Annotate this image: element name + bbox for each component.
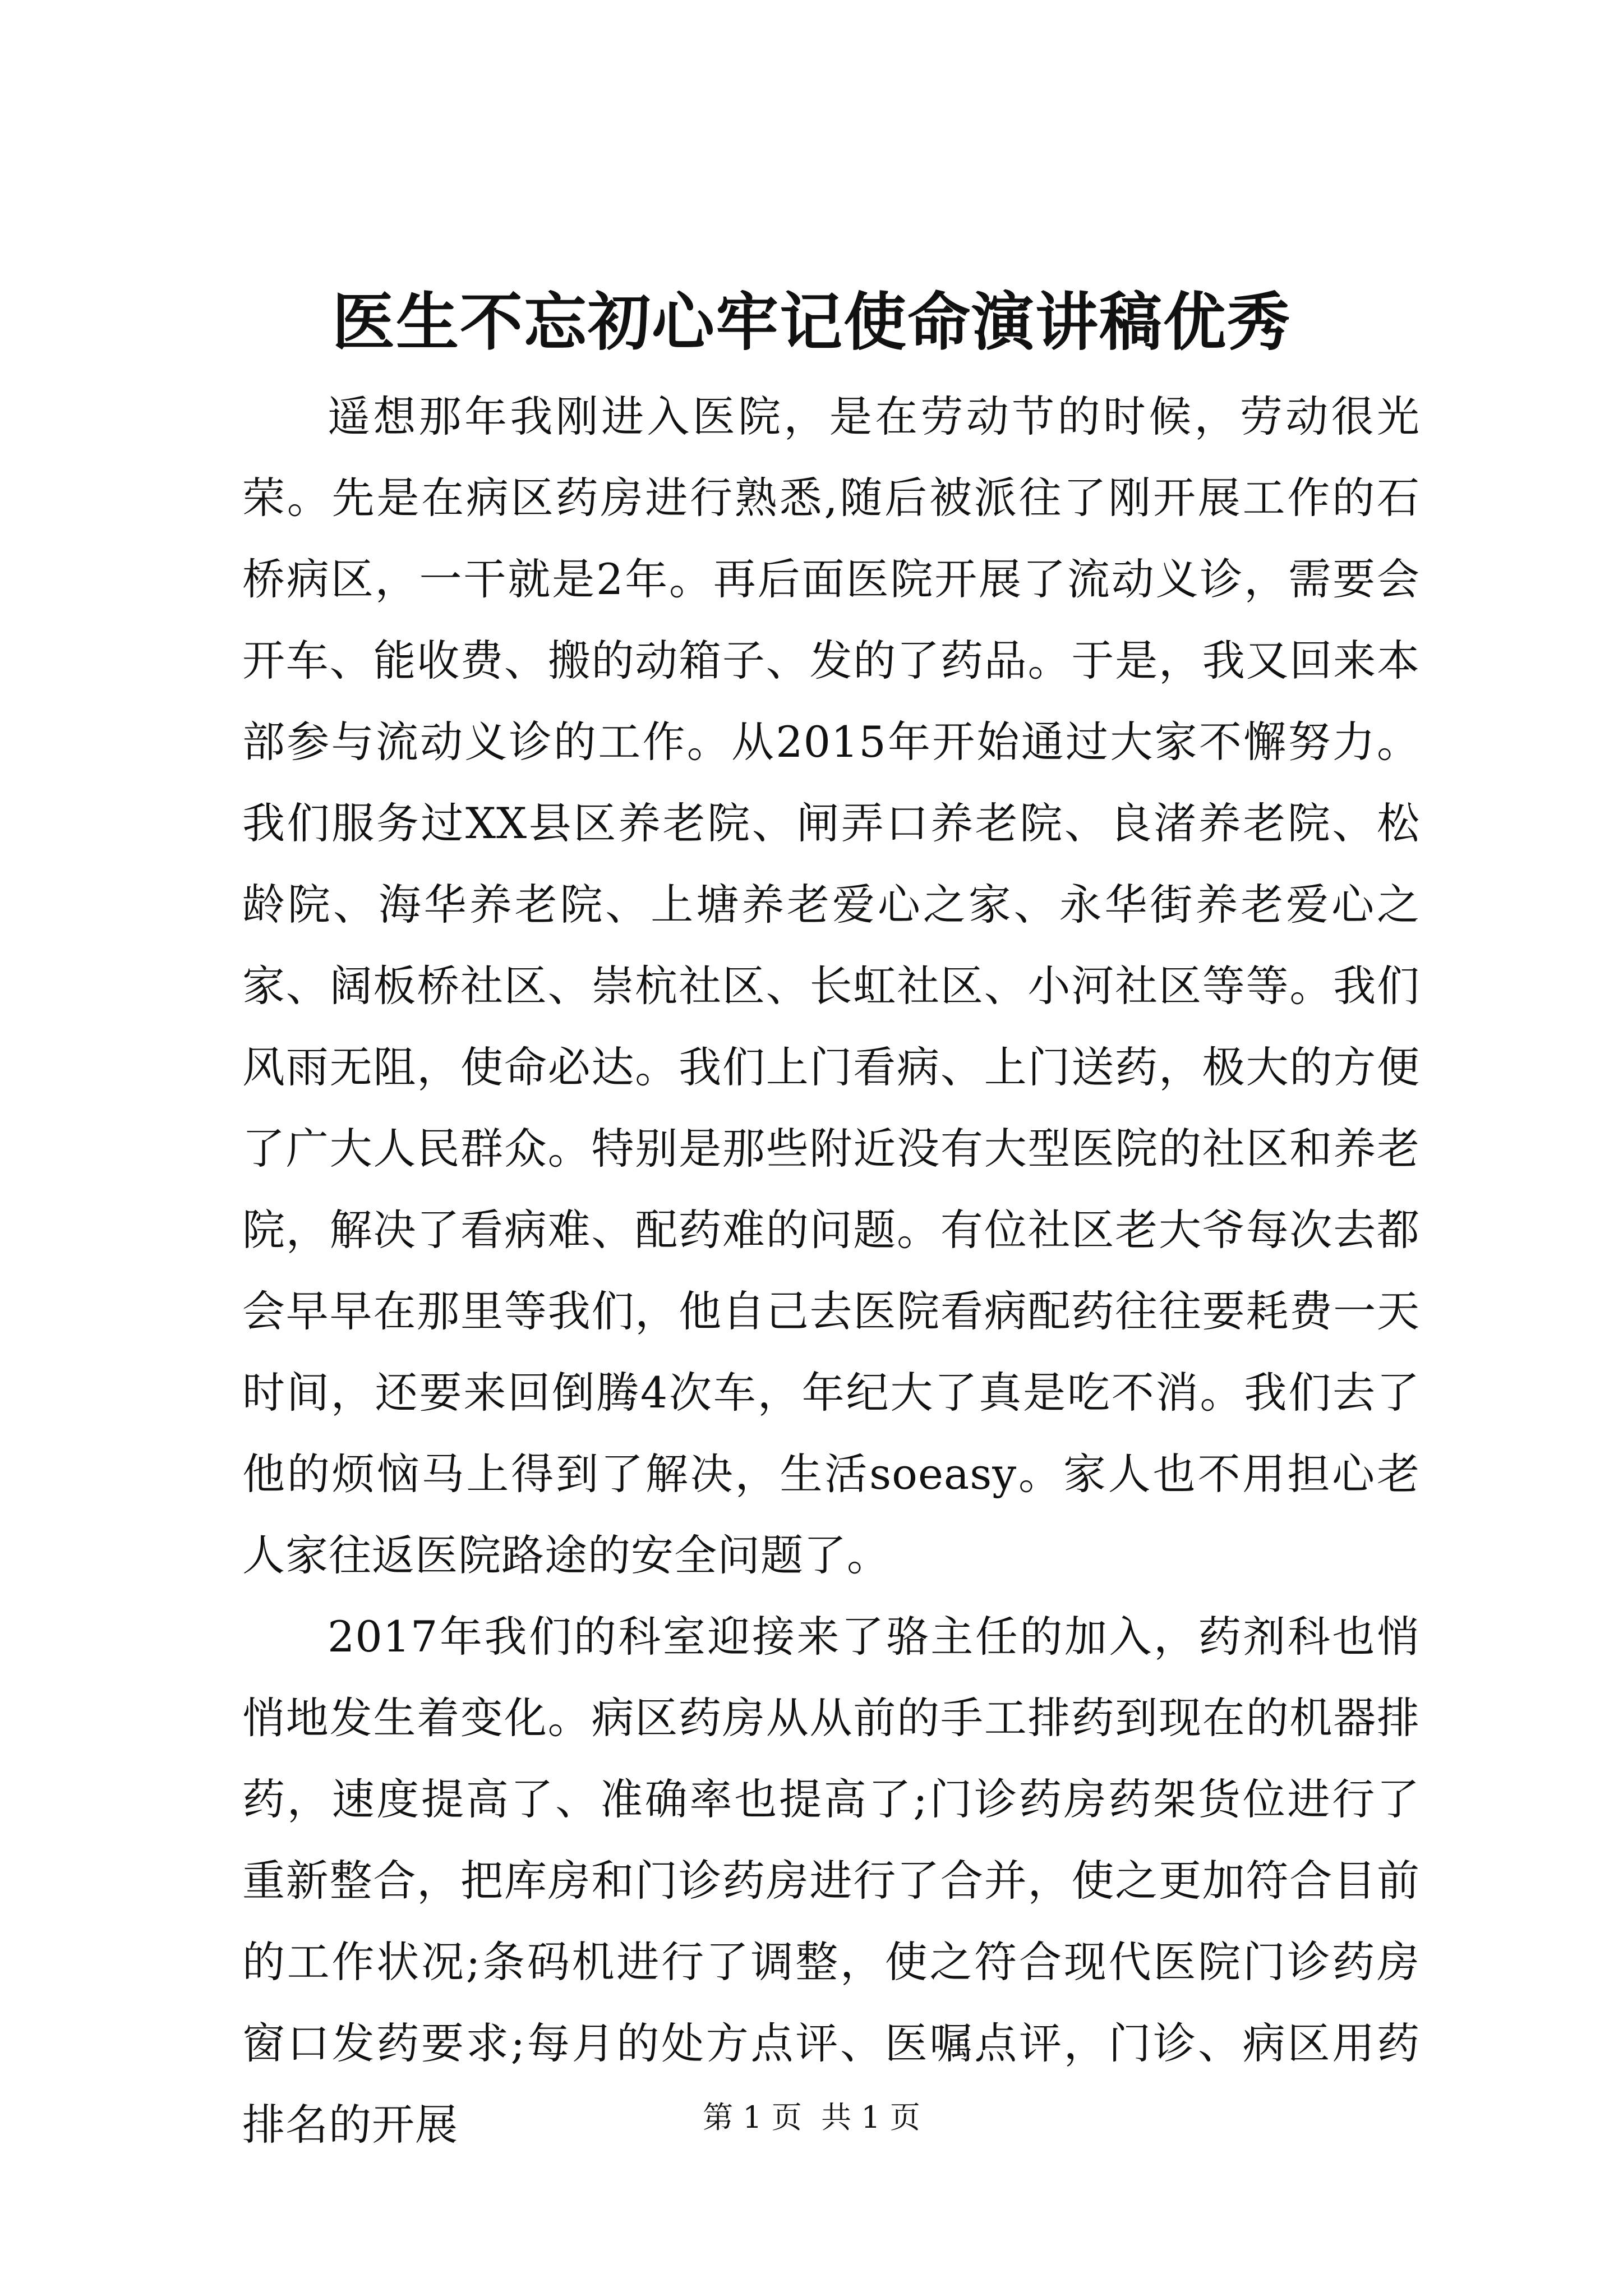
page-number: 第 1 页 共 1 页 bbox=[703, 2100, 920, 2135]
page-footer bbox=[0, 2098, 1623, 2137]
document-title: 医生不忘初心牢记使命演讲稿优秀 bbox=[332, 286, 1291, 359]
paragraph-1: 遥想那年我刚进入医院，是在劳动节的时候，劳动很光荣。先是在病区药房进行熟悉,随后被派往了刚开展工作的石桥病区，一干就是2年。再后面医院开展了流动义诊，需要会开车、能收费、搬的动箱子、发的了药品。于是，我又回来本部参与流动义诊的工作。从2015年开始通过大家不懈努力。我们服务过XX县区养老院、闸弄口养老院、良渚养老院、松龄院、海华养老院、上塘养老爱心之家、永华街养老爱心之家、阔板桥社区、崇杭社区、长虹社区、小河社区等等。我们风雨无阻，使命必达。我们上门看病、上门送药，极大的方便了广大人民群众。特别是那些附近没有大型医院的社区和养老院，解决了看病难、配药难的问题。有位社区老大爷每次去都会早早在那里等我们，他自己去医院看病配药往往要耗费一天时间，还要来回倒腾4次车，年纪大了真是吃不消。我们去了他的烦恼马上得到了解决，生活soeasy。家人也不用担心老人家往返医院路途的安全问题了。 bbox=[242, 392, 1420, 1580]
paragraph-2: 2017年我们的科室迎接来了骆主任的加入，药剂科也悄悄地发生着变化。病区药房从从前的手工排药到现在的机器排药，速度提高了、准确率也提高了;门诊药房药架货位进行了重新整合，把库房和门诊药房进行了合并，使之更加符合目前的工作状况;条码机进行了调整，使之符合现代医院门诊药房窗口发药要求;每月的处方点评、医嘱点评，门诊、病区用药排名的开展 bbox=[242, 1612, 1420, 2150]
document-body bbox=[242, 376, 1420, 2165]
